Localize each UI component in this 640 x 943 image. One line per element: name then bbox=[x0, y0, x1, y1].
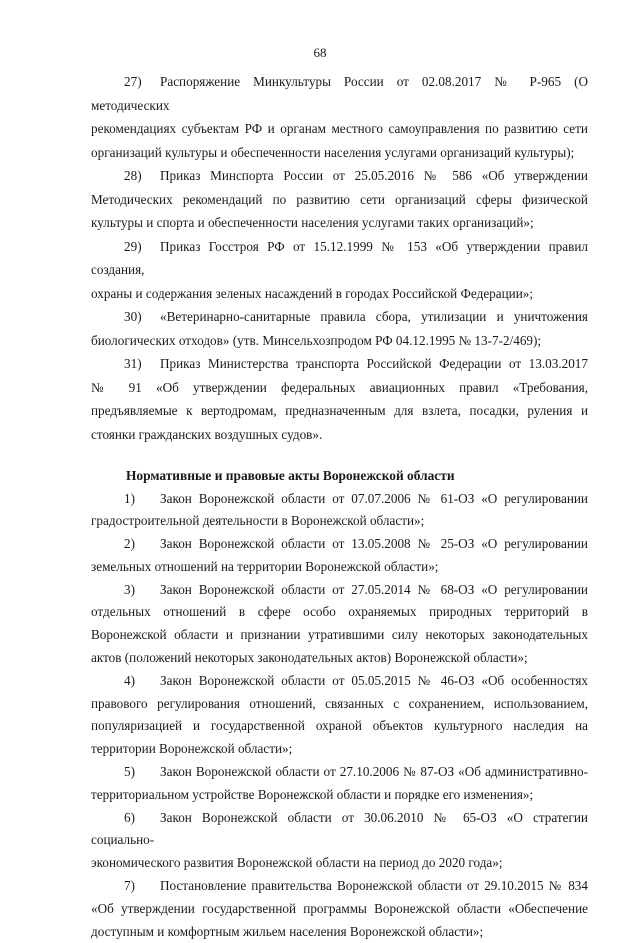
list-item-number: 27) bbox=[124, 70, 160, 94]
federal-acts-list bbox=[91, 70, 588, 446]
list-item-number: 2) bbox=[124, 533, 160, 556]
list-item-text: биологических отходов» (утв. Минсельхозпродом РФ 04.12.1995 № 13-7-2/469); bbox=[91, 329, 588, 353]
list-item-first-line bbox=[91, 579, 588, 602]
list-item-first-line bbox=[91, 70, 588, 117]
list-item-number: 4) bbox=[124, 670, 160, 693]
list-item-lead: Приказ Минспорта России от 25.05.2016 № 586 «Об утверждении bbox=[160, 168, 588, 183]
page-number: 68 bbox=[0, 45, 640, 61]
list-item-first-line bbox=[91, 352, 588, 376]
regional-acts-list bbox=[91, 488, 588, 943]
list-item-lead: Постановление правительства Воронежской области от 29.10.2015 № 834 bbox=[160, 878, 588, 893]
list-item-lead: Закон Воронежской области от 30.06.2010 № 65-ОЗ «О стратегии социально- bbox=[91, 810, 588, 848]
list-item-4 bbox=[91, 670, 588, 761]
list-item-lead: Закон Воронежской области от 27.10.2006 № 87-ОЗ «Об административно- bbox=[160, 764, 588, 779]
list-item-first-line bbox=[91, 761, 588, 784]
list-item-first-line bbox=[91, 670, 588, 693]
document-body bbox=[91, 70, 588, 943]
list-item-lead: Закон Воронежской области от 05.05.2015 № 46-ОЗ «Об особенностях bbox=[160, 673, 588, 688]
list-item-27 bbox=[91, 70, 588, 164]
section-heading: Нормативные и правовые акты Воронежской области bbox=[91, 446, 588, 488]
list-item-lead: Распоряжение Минкультуры России от 02.08.2017 № Р-965 (О методических bbox=[91, 74, 588, 113]
list-item-text: охраны и содержания зеленых насаждений в городах Российской Федерации»; bbox=[91, 282, 588, 306]
list-item-lead: Закон Воронежской области от 13.05.2008 № 25-ОЗ «О регулировании bbox=[160, 536, 588, 551]
list-item-first-line bbox=[91, 875, 588, 898]
list-item-number: 30) bbox=[124, 305, 160, 329]
list-item-lead: Закон Воронежской области от 27.05.2014 № 68-ОЗ «О регулировании bbox=[160, 582, 588, 597]
list-item-30 bbox=[91, 305, 588, 352]
list-item-number: 7) bbox=[124, 875, 160, 898]
list-item-31 bbox=[91, 352, 588, 446]
list-item-first-line bbox=[91, 807, 588, 853]
list-item-number: 5) bbox=[124, 761, 160, 784]
list-item-number: 1) bbox=[124, 488, 160, 511]
list-item-text: «Об утверждении государственной программы Воронежской области «Обеспечение доступным и комфортным жильем населения Воронежской области»; bbox=[91, 898, 588, 943]
list-item-first-line bbox=[91, 533, 588, 556]
list-item-lead: Приказ Госстроя РФ от 15.12.1999 № 153 «Об утверждении правил создания, bbox=[91, 239, 588, 278]
list-item-first-line bbox=[91, 235, 588, 282]
list-item-7 bbox=[91, 875, 588, 943]
list-item-lead: «Ветеринарно-санитарные правила сбора, утилизации и уничтожения bbox=[160, 309, 588, 324]
list-item-number: 31) bbox=[124, 352, 160, 376]
list-item-text: земельных отношений на территории Воронежской области»; bbox=[91, 556, 588, 579]
list-item-text: рекомендациях субъектам РФ и органам местного самоуправления по развитию сети организаций культуры и обеспеченности населения услугами организаций культуры); bbox=[91, 117, 588, 164]
list-item-first-line bbox=[91, 164, 588, 188]
list-item-5 bbox=[91, 761, 588, 807]
list-item-text: отдельных отношений в сфере особо охраняемых природных территорий в Воронежской области и признании утратившими силу некоторых законодательных актов (положений некоторых законодательных актов) Воронежской области»; bbox=[91, 601, 588, 669]
list-item-lead: Приказ Министерства транспорта Российской Федерации от 13.03.2017 bbox=[160, 356, 588, 371]
list-item-text: Методических рекомендаций по развитию сети организаций сферы физической культуры и спорта и обеспеченности населения услугами таких организаций»; bbox=[91, 188, 588, 235]
list-item-29 bbox=[91, 235, 588, 306]
list-item-2 bbox=[91, 533, 588, 579]
list-item-text: территориальном устройстве Воронежской области и порядке его изменения»; bbox=[91, 784, 588, 807]
list-item-text: градостроительной деятельности в Воронежской области»; bbox=[91, 510, 588, 533]
list-item-first-line bbox=[91, 305, 588, 329]
list-item-first-line bbox=[91, 488, 588, 511]
list-item-28 bbox=[91, 164, 588, 235]
list-item-number: 28) bbox=[124, 164, 160, 188]
list-item-6 bbox=[91, 807, 588, 875]
list-item-lead: Закон Воронежской области от 07.07.2006 № 61-ОЗ «О регулировании bbox=[160, 491, 588, 506]
list-item-number: 6) bbox=[124, 807, 160, 830]
list-item-3 bbox=[91, 579, 588, 670]
list-item-number: 3) bbox=[124, 579, 160, 602]
list-item-text: экономического развития Воронежской области на период до 2020 года»; bbox=[91, 852, 588, 875]
list-item-text: № 91 «Об утверждении федеральных авиационных правил «Требования, предъявляемые к вертодромам, предназначенным для взлета, посадки, руления и стоянки гражданских воздушных судов». bbox=[91, 376, 588, 447]
list-item-text: правового регулирования отношений, связанных с сохранением, использованием, популяризацией и государственной охраной объектов культурного наследия на территории Воронежской области»; bbox=[91, 693, 588, 761]
list-item-1 bbox=[91, 488, 588, 534]
list-item-number: 29) bbox=[124, 235, 160, 259]
